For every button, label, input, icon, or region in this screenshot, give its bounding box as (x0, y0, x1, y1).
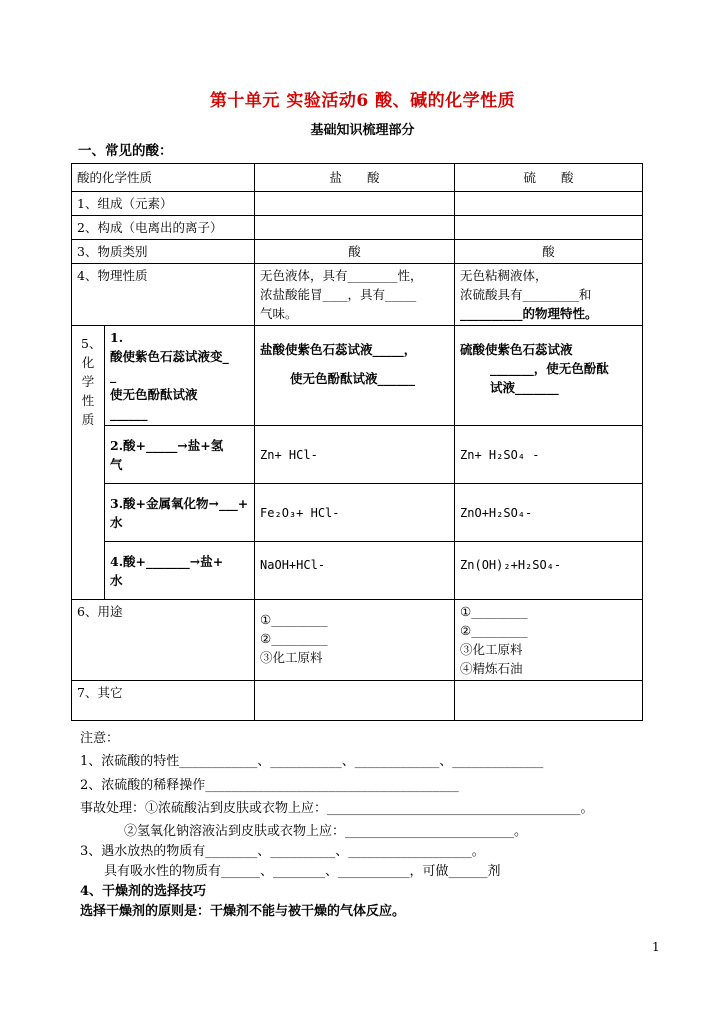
list-item: ①_________ (460, 604, 528, 619)
text-line: 酸使紫色石蕊试液变_ (110, 349, 229, 364)
cell-hcl: NaOH+HCl- (255, 542, 455, 600)
list-item: ④精炼石油 (460, 661, 523, 676)
text-line: 1. (110, 330, 124, 345)
cell-hcl: Fe₂O₃+ HCl- (255, 484, 455, 542)
list-item: ②_________ (460, 623, 528, 638)
cell-h2so4: Zn+ H₂SO₄ - (455, 426, 643, 484)
property-cell (105, 484, 255, 542)
table-row-composition (72, 192, 643, 216)
document-title: 第十单元 实验活动6 酸、碱的化学性质 (209, 91, 516, 111)
list-item: ③化工原料 (260, 650, 323, 665)
note-line: ②氢氧化钠溶液沾到皮肤或衣物上应：__________________________。 (124, 824, 528, 839)
cell-hcl: 酸 (255, 240, 455, 264)
text-line: 使无色酚酞试液______ (290, 371, 416, 386)
text-line: 气味。 (260, 306, 298, 321)
table-row-metal-oxide (72, 484, 643, 542)
list-item: ①_________ (260, 612, 328, 627)
cell-hcl (255, 600, 455, 681)
page-number: 1 (652, 940, 660, 954)
text-line: __________的物理特性。 (460, 306, 598, 321)
cell-h2so4 (455, 681, 643, 721)
cell-hcl (255, 264, 455, 326)
table-header-row (72, 164, 643, 192)
text-line: 无色粘稠液体， (460, 268, 548, 283)
cell-h2so4: ZnO+H₂SO₄- (455, 484, 643, 542)
table-row-uses (72, 600, 643, 681)
cell-h2so4 (455, 264, 643, 326)
cell-hcl (255, 216, 455, 240)
list-item: ②_________ (260, 631, 328, 646)
text-line: 试液_______ (490, 380, 559, 395)
note-line: 事故处理：①浓硫酸沾到皮肤或衣物上应：_______________________________________。 (80, 801, 594, 816)
table-row-metal (72, 426, 643, 484)
table-row-indicator (72, 326, 643, 426)
table-row-other (72, 681, 643, 721)
row-label: 2、构成（电离出的离子） (72, 216, 255, 240)
header-hcl: 盐 酸 (255, 164, 455, 192)
note-line: 选择干燥剂的原则是：干燥剂不能与被干燥的气体反应。 (80, 904, 406, 919)
row-label: 3、物质类别 (72, 240, 255, 264)
text-line: 浓硫酸具有_________和 (460, 287, 592, 302)
row-label: 6、用途 (72, 600, 255, 681)
text-line: 4.酸+_______→盐+ (110, 553, 224, 569)
text-line: 3.酸+金属氧化物→___+ (110, 495, 249, 511)
cell-h2so4 (455, 216, 643, 240)
note-line: 2、浓硫酸的稀释操作_______________________________________ (80, 778, 459, 793)
text-line: _ (110, 368, 117, 383)
text-line: _______，使无色酚酞 (490, 361, 609, 376)
section-heading: 一、常见的酸： (78, 143, 173, 159)
property-cell (105, 426, 255, 484)
chemical-properties-label (72, 326, 105, 600)
note-line: 4、干燥剂的选择技巧 (80, 884, 207, 899)
table-row-base (72, 542, 643, 600)
row-label: 7、其它 (72, 681, 255, 721)
property-cell (105, 326, 255, 426)
note-line: 具有吸水性的物质有______、________、___________，可做______剂 (104, 864, 501, 879)
text-line: 浓盐酸能冒____，具有_____ (260, 287, 417, 302)
note-line: 3、遇水放热的物质有________、__________、___________________。 (80, 844, 485, 859)
text-line: 水 (110, 572, 123, 588)
text-line: ______ (110, 406, 148, 421)
header-property: 酸的化学性质 (72, 164, 255, 192)
text-line: 硫酸使紫色石蕊试液 (460, 342, 573, 357)
property-cell (105, 542, 255, 600)
cell-h2so4: 酸 (455, 240, 643, 264)
text-line: 盐酸使紫色石蕊试液_____， (260, 342, 417, 357)
row-label: 1、组成（元素） (72, 192, 255, 216)
notes-heading: 注意： (80, 731, 120, 746)
cell-h2so4 (455, 326, 643, 426)
text-line: 水 (110, 514, 123, 530)
row-label: 4、物理性质 (72, 264, 255, 326)
note-line: 1、浓硫酸的特性____________、___________、_____________、______________ (80, 754, 544, 769)
text-line: 无色液体，具有________性， (260, 268, 423, 283)
header-h2so4: 硫 酸 (455, 164, 643, 192)
cell-hcl (255, 192, 455, 216)
text-line: 2.酸+_____→盐+氢 (110, 437, 224, 453)
table-row-category (72, 240, 643, 264)
acid-properties-table (71, 163, 643, 721)
text-line: 气 (110, 456, 123, 472)
document-subtitle: 基础知识梳理部分 (310, 123, 415, 138)
table-row-physical (72, 264, 643, 326)
cell-hcl (255, 326, 455, 426)
cell-hcl (255, 681, 455, 721)
cell-h2so4 (455, 192, 643, 216)
cell-h2so4 (455, 600, 643, 681)
text-line: 使无色酚酞试液 (110, 387, 198, 402)
cell-h2so4: Zn(OH)₂+H₂SO₄- (455, 542, 643, 600)
table-row-constitution (72, 216, 643, 240)
cell-hcl: Zn+ HCl- (255, 426, 455, 484)
list-item: ③化工原料 (460, 642, 523, 657)
vertical-label: 5、化学性质 (81, 336, 102, 427)
